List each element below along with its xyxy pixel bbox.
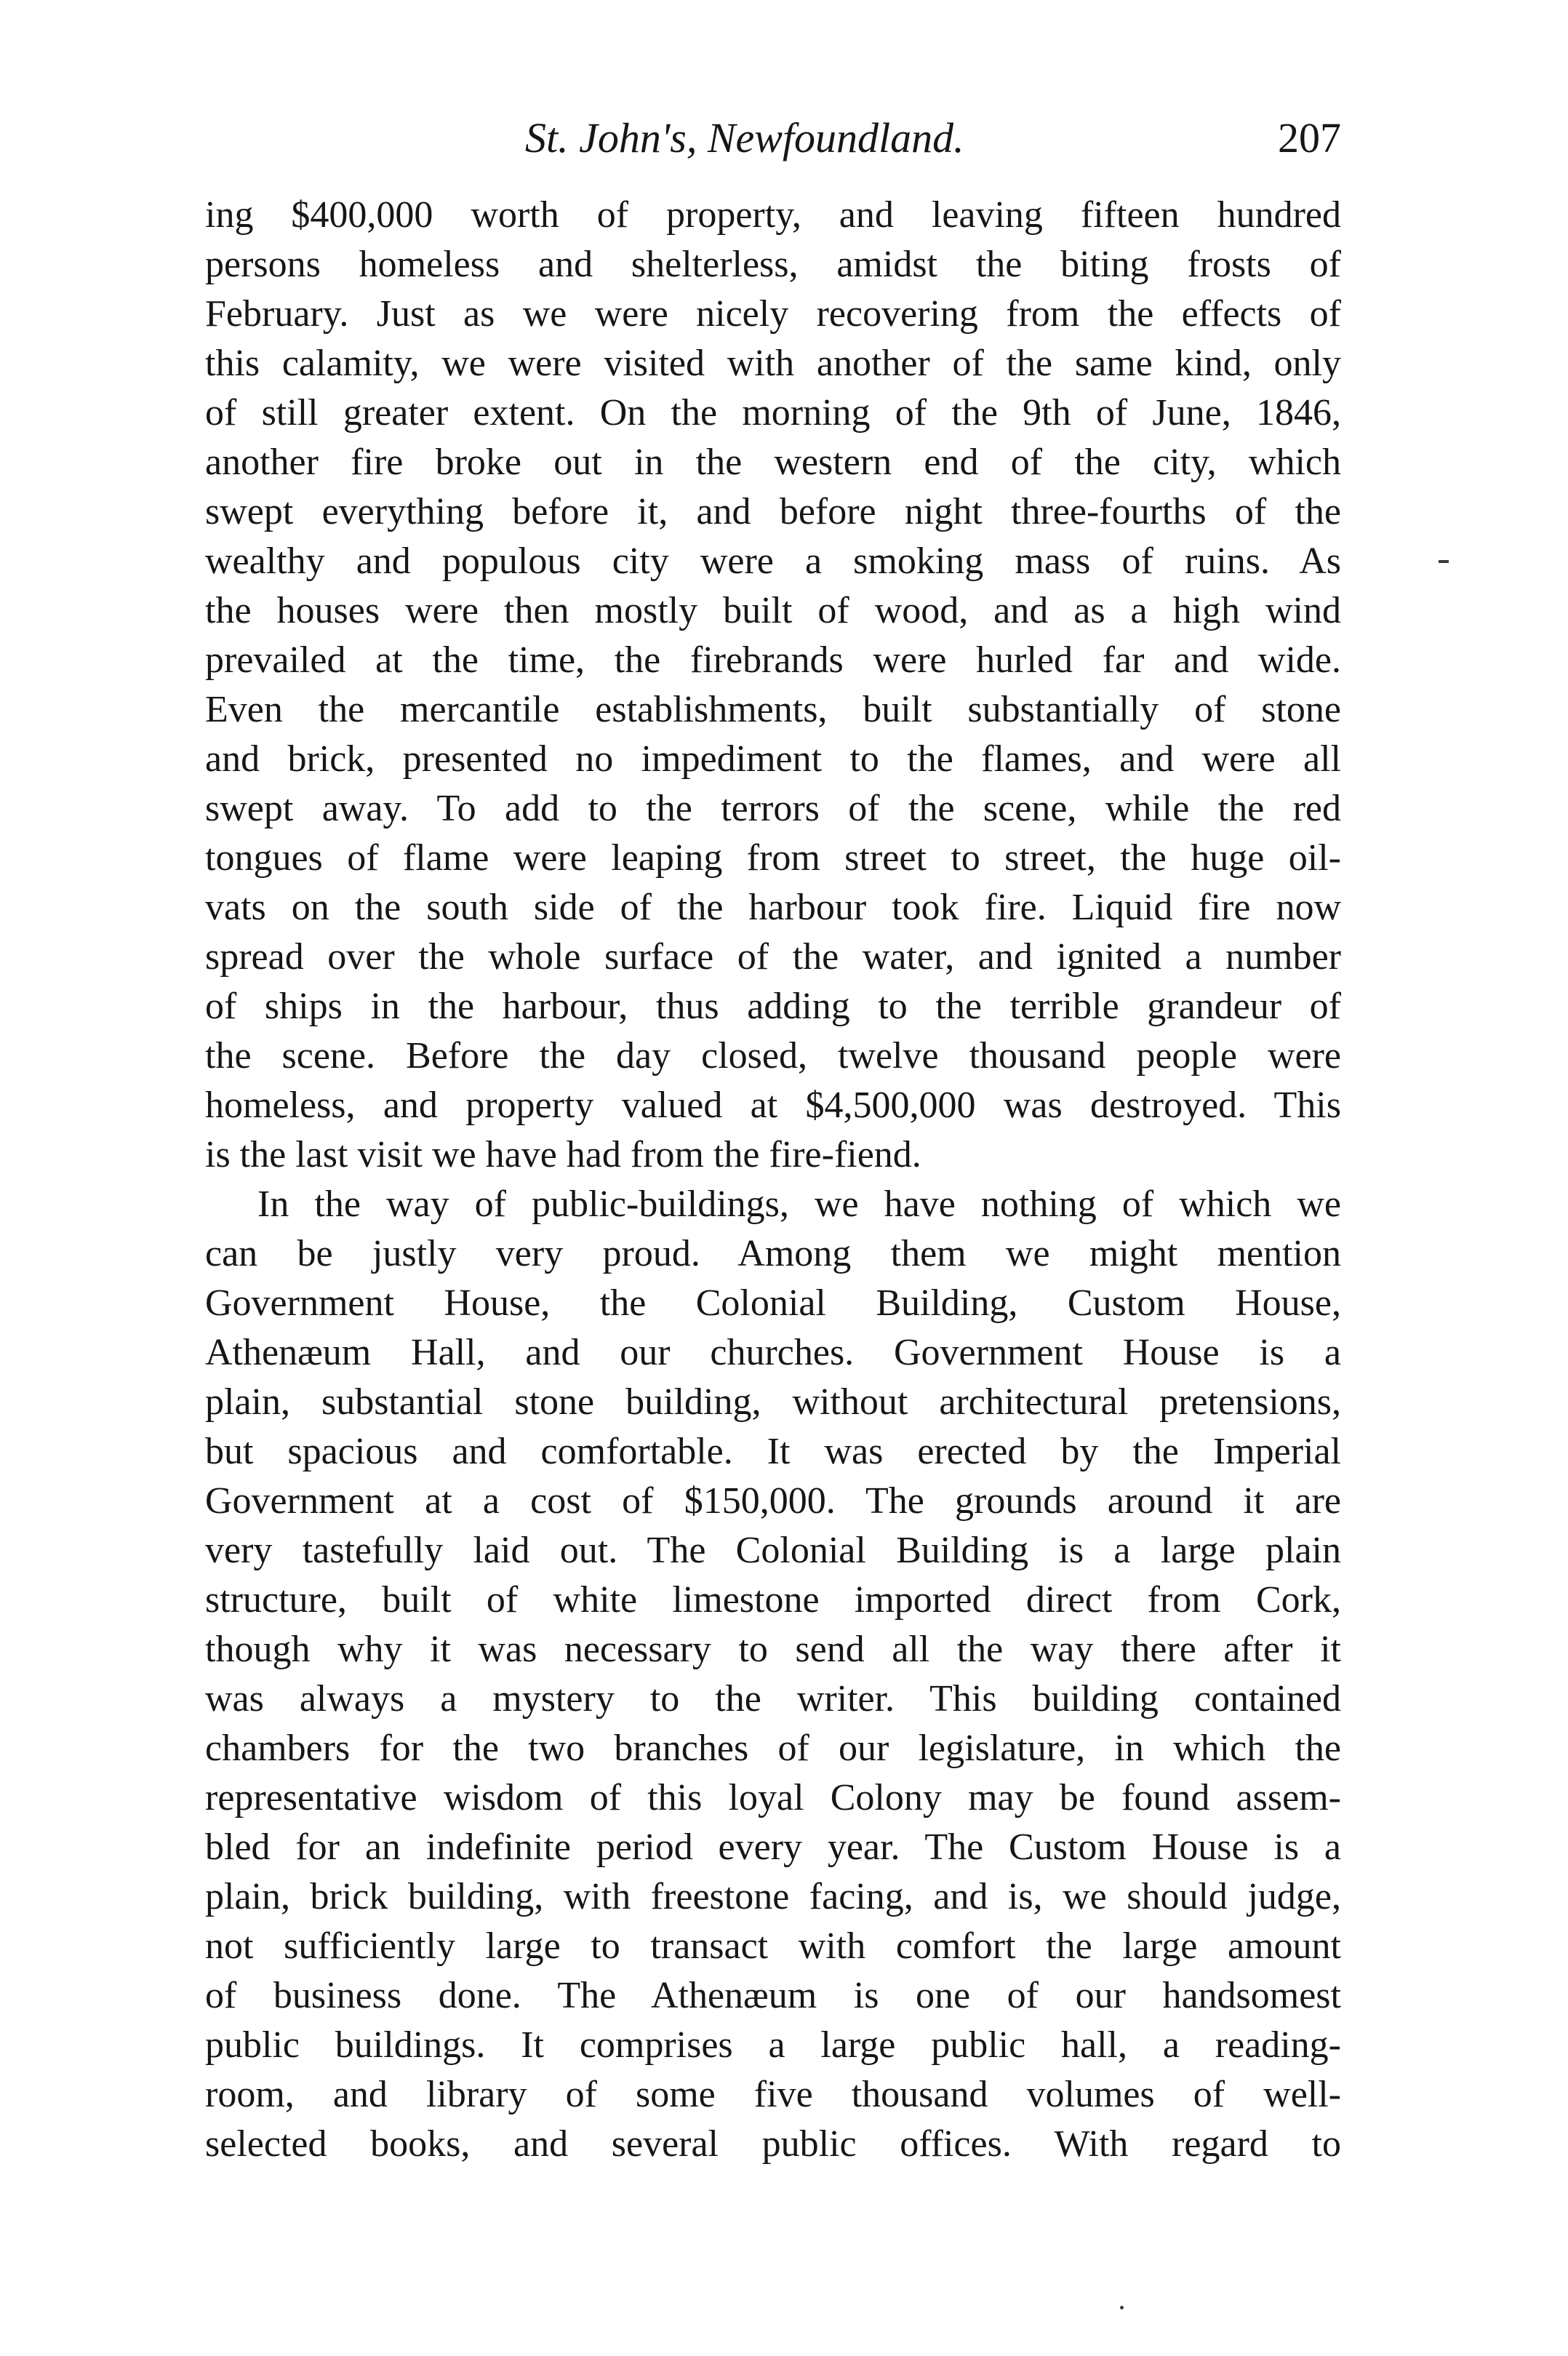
text-line: homeless, and property valued at $4,500,000 was destroyed. This (205, 1085, 1341, 1126)
text-line: of ships in the harbour, thus adding to the terrible grandeur of (205, 986, 1341, 1027)
text-line: chambers for the two branches of our legislature, in which the (205, 1728, 1341, 1769)
text-line: February. Just as we were nicely recovering from the effects of (205, 293, 1341, 335)
text-line: selected books, and several public offices. With regard to (205, 2123, 1341, 2165)
text-line: wealthy and populous city were a smoking mass of ruins. As (205, 540, 1341, 582)
text-line: of business done. The Athenæum is one of our handsomest (205, 1975, 1341, 2016)
text-line: very tastefully laid out. The Colonial Building is a large plain (205, 1530, 1341, 1571)
text-line: though why it was necessary to send all the way there after it (205, 1629, 1341, 1670)
text-line: vats on the south side of the harbour took fire. Liquid fire now (205, 887, 1341, 928)
paragraph-public-buildings (205, 1180, 1341, 2169)
running-head (205, 109, 1341, 167)
text-line: this calamity, we were visited with another of the same kind, only (205, 343, 1341, 384)
page-number: 207 (1278, 114, 1341, 161)
text-line: was always a mystery to the writer. This building contained (205, 1678, 1341, 1720)
paragraph-fire-of-1846 (205, 191, 1341, 1180)
text-line: persons homeless and shelterless, amidst the biting frosts of (205, 244, 1341, 285)
text-line: and brick, presented no impediment to the flames, and were all (205, 738, 1341, 780)
text-line: the houses were then mostly built of wood, and as a high wind (205, 590, 1341, 631)
text-line: room, and library of some five thousand volumes of well- (205, 2074, 1341, 2115)
text-line: Government House, the Colonial Building, Custom House, (205, 1282, 1341, 1324)
text-line: swept everything before it, and before night three-fourths of the (205, 491, 1341, 532)
text-line: prevailed at the time, the firebrands were hurled far and wide. (205, 639, 1341, 681)
text-line: public buildings. It comprises a large public hall, a reading- (205, 2024, 1341, 2066)
ink-speck (1120, 2306, 1124, 2309)
text-line: ing $400,000 worth of property, and leaving fifteen hundred (205, 194, 1341, 236)
text-line: the scene. Before the day closed, twelve thousand people were (205, 1035, 1341, 1077)
running-head-title: St. John's, Newfoundland. (525, 114, 964, 161)
text-line: is the last visit we have had from the fire-fiend. (205, 1134, 921, 1175)
text-line: plain, brick building, with freestone facing, and is, we should judge, (205, 1876, 1341, 1917)
text-line: but spacious and comfortable. It was erected by the Imperial (205, 1431, 1341, 1472)
text-line: tongues of flame were leaping from street to street, the huge oil- (205, 837, 1341, 879)
text-line: structure, built of white limestone imported direct from Cork, (205, 1579, 1341, 1621)
text-line: Athenæum Hall, and our churches. Government House is a (205, 1332, 1341, 1373)
text-line: spread over the whole surface of the water, and ignited a number (205, 936, 1341, 978)
text-line: another fire broke out in the western end of the city, which (205, 442, 1341, 483)
text-line: Even the mercantile establishments, built substantially of stone (205, 689, 1341, 730)
text-line: not sufficiently large to transact with comfort the large amount (205, 1925, 1341, 1967)
text-line: swept away. To add to the terrors of the scene, while the red (205, 788, 1341, 829)
text-line: In the way of public-buildings, we have nothing of which we (257, 1183, 1341, 1225)
text-line: of still greater extent. On the morning of the 9th of June, 1846, (205, 392, 1341, 434)
margin-print-mark (1439, 560, 1449, 563)
text-line: Government at a cost of $150,000. The grounds around it are (205, 1480, 1341, 1522)
text-line: can be justly very proud. Among them we might mention (205, 1233, 1341, 1274)
text-line: plain, substantial stone building, without architectural pretensions, (205, 1381, 1341, 1423)
body-text (205, 191, 1341, 2169)
text-line: representative wisdom of this loyal Colony may be found assem- (205, 1777, 1341, 1818)
text-line: bled for an indefinite period every year. The Custom House is a (205, 1826, 1341, 1868)
